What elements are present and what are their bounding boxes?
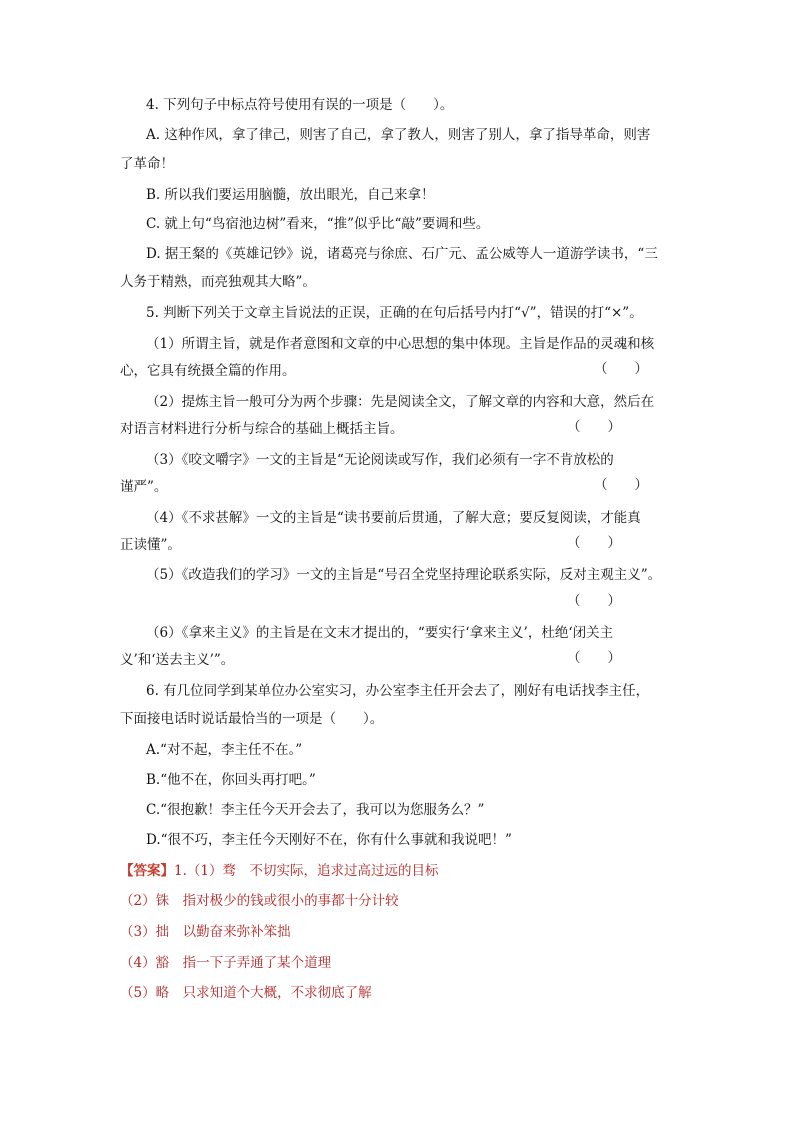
q6-option-a: A.“对不起，李主任不在。” (146, 742, 303, 758)
q4-stem: 4. 下列句子中标点符号使用有误的一项是（ ）。 (146, 97, 454, 113)
q5-item1-line1: （1）所谓主旨，就是作者意图和文章的中心思想的集中体现。主旨是作品的灵魂和核 (146, 336, 655, 352)
q6-stem-line1: 6. 有几位同学到某单位办公室实习，办公室李主任开会去了，刚好有电话找李主任， (146, 683, 650, 699)
q6-stem-line2: 下面接电话时说话最恰当的一项是（ ）。 (120, 711, 384, 727)
q4-option-b: B. 所以我们要运用脑髓，放出眼光，自己来拿！ (146, 187, 435, 203)
answer-line1 (120, 862, 438, 880)
q5-item6-answer-paren: （ ） (567, 650, 621, 666)
q5-item1-line2: 心，它具有统摄全篇的作用。 (120, 363, 296, 379)
answer-tag: 【答案】 (120, 863, 174, 879)
answer-line1-text: 1.（1）骛 不切实际，追求过高过远的目标 (174, 863, 439, 879)
q5-item5-answer-paren: （ ） (567, 593, 621, 609)
q6-option-b: B.“他不在，你回头再打吧。” (146, 772, 316, 788)
q5-item4-answer-paren: （ ） (567, 535, 621, 551)
q5-item6-line2: 义’和‘送去主义’”。 (120, 652, 235, 668)
q5-stem: 5. 判断下列关于文章主旨说法的正误，正确的在句后括号内打“√”，错误的打“×”。 (146, 305, 643, 321)
answer-line5: （5）略 只求知道个大概，不求彻底了解 (120, 985, 372, 1001)
q4-option-a-line2: 了革命！ (120, 156, 174, 172)
q5-item5-line1: （5）《改造我们的学习》一文的主旨是“号召全党坚持理论联系实际，反对主观主义”。 (146, 567, 662, 583)
q5-item2-line1: （2）提炼主旨一般可分为两个步骤：先是阅读全文，了解文章的内容和大意，然后在 (146, 394, 655, 410)
q5-item2-line2: 对语言材料进行分析与综合的基础上概括主旨。 (120, 421, 404, 437)
q5-item4-line1: （4）《不求甚解》一文的主旨是“读书要前后贯通，了解大意；要反复阅读，才能真 (146, 510, 641, 526)
q5-item6-line1: （6）《拿来主义》的主旨是在文末才提出的，“要实行‘拿来主义’，杜绝‘闭关主 (146, 625, 614, 641)
answer-line2: （2）铢 指对极少的钱或很小的事都十分计较 (120, 893, 399, 909)
q5-item3-line2: 谨严”。 (120, 479, 168, 495)
q5-item2-answer-paren: （ ） (567, 419, 621, 435)
answer-line4: （4）豁 指一下子弄通了某个道理 (120, 955, 332, 971)
q5-item3-answer-paren: （ ） (594, 477, 648, 493)
q5-item4-line2: 正读懂”。 (120, 537, 181, 553)
q5-item1-answer-paren: （ ） (594, 361, 648, 377)
q4-option-a-line1: A. 这种作风，拿了律己，则害了自己，拿了教人，则害了别人，拿了指导革命，则害 (146, 127, 651, 143)
q6-option-d: D.“很不巧，李主任今天刚好不在，你有什么事就和我说吧！” (146, 832, 512, 848)
q4-option-d-line1: D. 据王粲的《英雄记钞》说，诸葛亮与徐庶、石广元、孟公威等人一道游学读书，“三 (146, 246, 658, 262)
answer-line3: （3）拙 以勤奋来弥补笨拙 (120, 924, 291, 940)
q5-item3-line1: （3）《咬文嚼字》一文的主旨是“无论阅读或写作，我们必须有一字不肯放松的 (146, 452, 614, 468)
q4-option-c: C. 就上句“鸟宿池边树”看来，“推”似乎比“敲”要调和些。 (146, 216, 490, 232)
q6-option-c: C.“很抱歉！李主任今天开会去了，我可以为您服务么？” (146, 802, 485, 818)
q4-option-d-line2: 人务于精熟，而亮独观其大略”。 (120, 274, 316, 290)
